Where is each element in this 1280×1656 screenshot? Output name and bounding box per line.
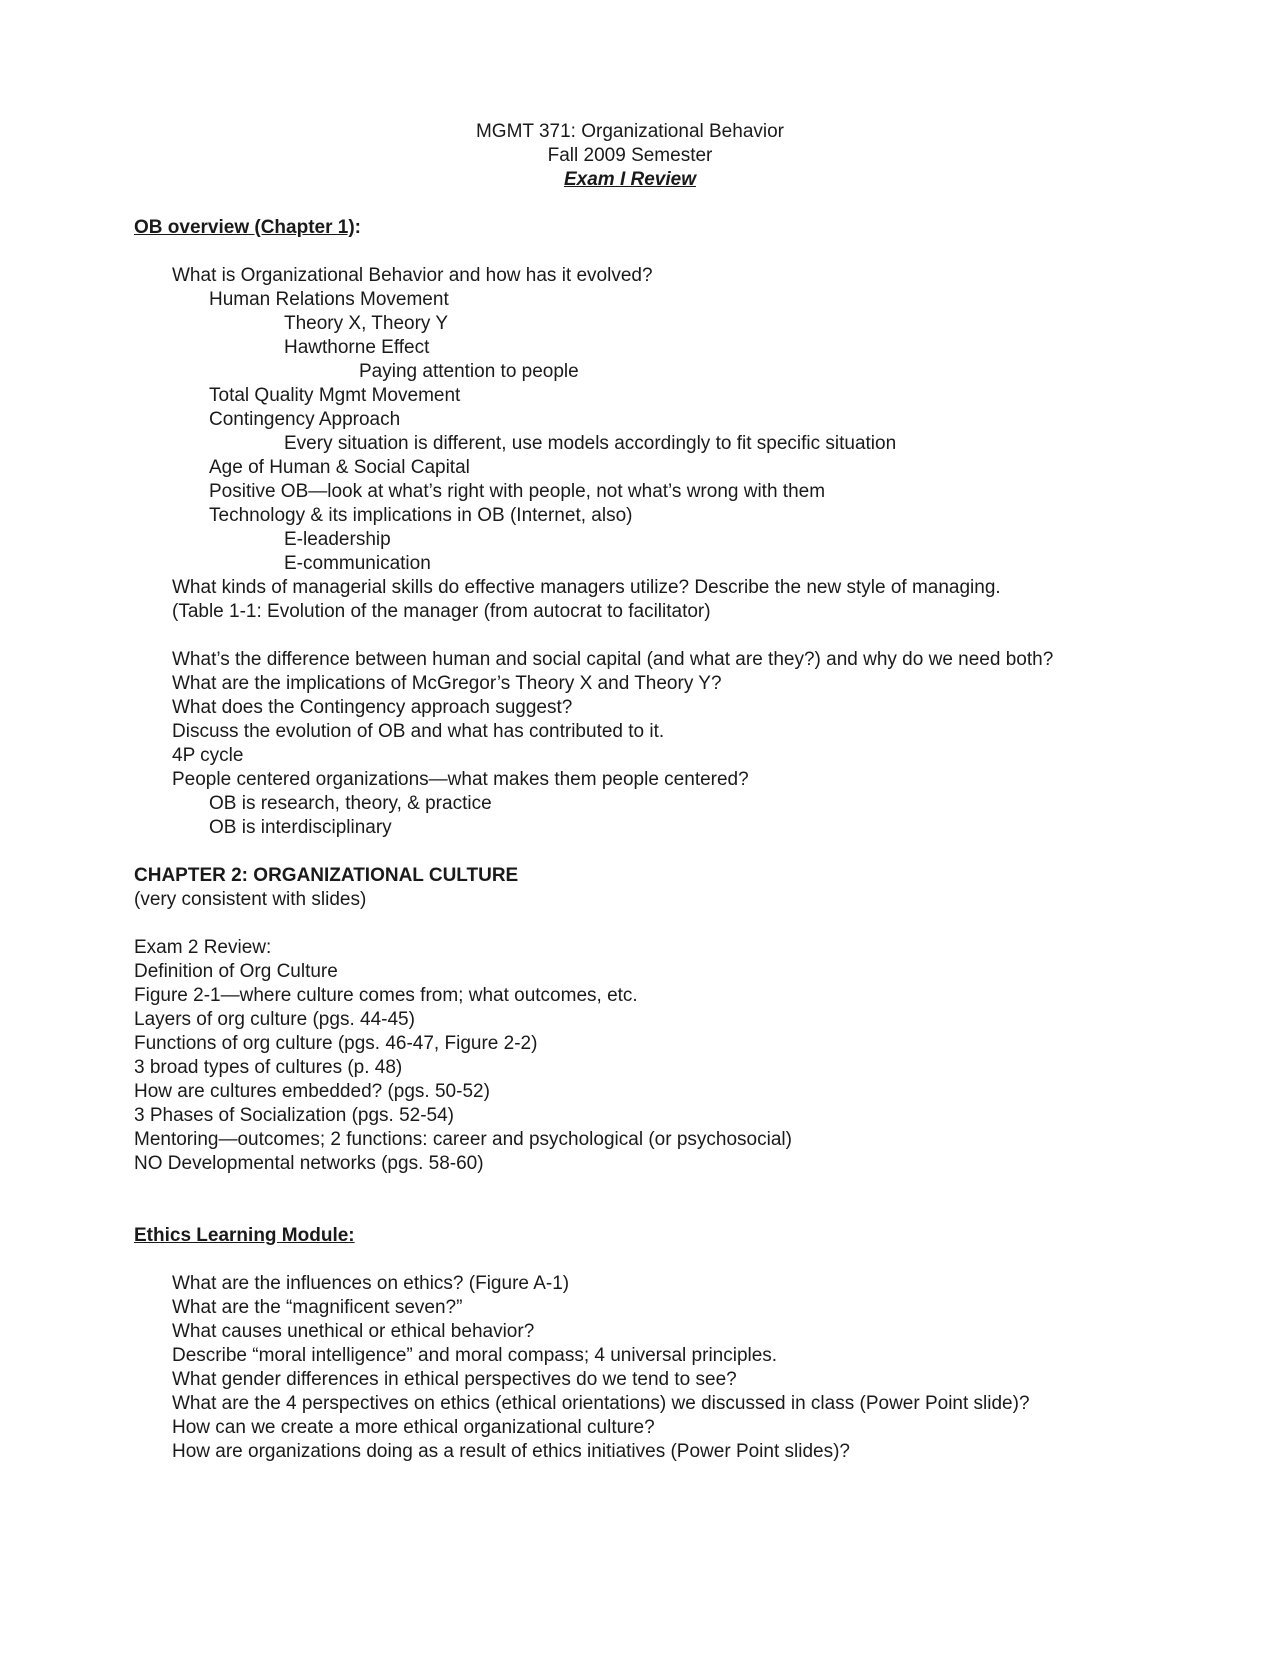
list-item: Every situation is different, use models accordingly to fit specific situation [284, 433, 897, 454]
list-item: Functions of org culture (pgs. 46-47, Figure 2-2) [134, 1033, 538, 1054]
list-item: What are the implications of McGregor’s Theory X and Theory Y? [172, 673, 722, 694]
list-item: What gender differences in ethical perspectives do we tend to see? [172, 1369, 737, 1390]
list-item: What causes unethical or ethical behavior? [172, 1321, 535, 1342]
list-item: What are the “magnificent seven?” [172, 1297, 463, 1318]
list-item: Describe “moral intelligence” and moral compass; 4 universal principles. [172, 1345, 778, 1366]
list-item: E-communication [284, 553, 431, 574]
list-item: Figure 2-1—where culture comes from; what outcomes, etc. [134, 985, 638, 1006]
section-heading-ethics: Ethics Learning Module: [134, 1225, 355, 1246]
list-item: What’s the difference between human and social capital (and what are they?) and why do we need both? [172, 649, 1054, 670]
list-item: Hawthorne Effect [284, 337, 430, 358]
list-item: What is Organizational Behavior and how has it evolved? [172, 265, 653, 286]
list-item: Technology & its implications in OB (Internet, also) [209, 505, 633, 526]
list-item: What are the influences on ethics? (Figure A-1) [172, 1273, 570, 1294]
list-item: Layers of org culture (pgs. 44-45) [134, 1009, 415, 1030]
list-item: 3 broad types of cultures (p. 48) [134, 1057, 403, 1078]
list-item: How are organizations doing as a result of ethics initiatives (Power Point slides)? [172, 1441, 850, 1462]
list-item: What are the 4 perspectives on ethics (ethical orientations) we discussed in class (Power Point slide)? [172, 1393, 1030, 1414]
list-item: (very consistent with slides) [134, 889, 367, 910]
list-item: Mentoring—outcomes; 2 functions: career and psychological (or psychosocial) [134, 1129, 792, 1150]
list-item: NO Developmental networks (pgs. 58-60) [134, 1153, 484, 1174]
document-title: Exam I Review [563, 169, 697, 190]
list-item: OB is interdisciplinary [209, 817, 392, 838]
list-item: Total Quality Mgmt Movement [209, 385, 461, 406]
section-heading-ob-overview [134, 216, 361, 239]
list-item: What does the Contingency approach suggest? [172, 697, 573, 718]
list-item: Age of Human & Social Capital [209, 457, 470, 478]
list-item: Contingency Approach [209, 409, 401, 430]
list-item: People centered organizations—what makes them people centered? [172, 769, 749, 790]
section-heading-chapter-2: CHAPTER 2: ORGANIZATIONAL CULTURE [134, 865, 519, 886]
list-item: Paying attention to people [359, 361, 579, 382]
list-item: 4P cycle [172, 745, 244, 766]
section-heading-colon: : [354, 217, 361, 238]
list-item: OB is research, theory, & practice [209, 793, 492, 814]
semester: Fall 2009 Semester [547, 145, 713, 166]
list-item: (Table 1-1: Evolution of the manager (from autocrat to facilitator) [172, 601, 711, 622]
list-item: Exam 2 Review: [134, 937, 272, 958]
list-item: E-leadership [284, 529, 391, 550]
list-item: How can we create a more ethical organizational culture? [172, 1417, 655, 1438]
list-item: Positive OB—look at what’s right with people, not what’s wrong with them [209, 481, 826, 502]
list-item: Definition of Org Culture [134, 961, 338, 982]
section-heading-text: OB overview (Chapter 1) [134, 217, 355, 238]
list-item: 3 Phases of Socialization (pgs. 52-54) [134, 1105, 455, 1126]
list-item: Theory X, Theory Y [284, 313, 449, 334]
list-item: Human Relations Movement [209, 289, 449, 310]
list-item: Discuss the evolution of OB and what has contributed to it. [172, 721, 665, 742]
course-title: MGMT 371: Organizational Behavior [475, 121, 785, 142]
list-item: How are cultures embedded? (pgs. 50-52) [134, 1081, 490, 1102]
list-item: What kinds of managerial skills do effective managers utilize? Describe the new style of managing. [172, 577, 1001, 598]
